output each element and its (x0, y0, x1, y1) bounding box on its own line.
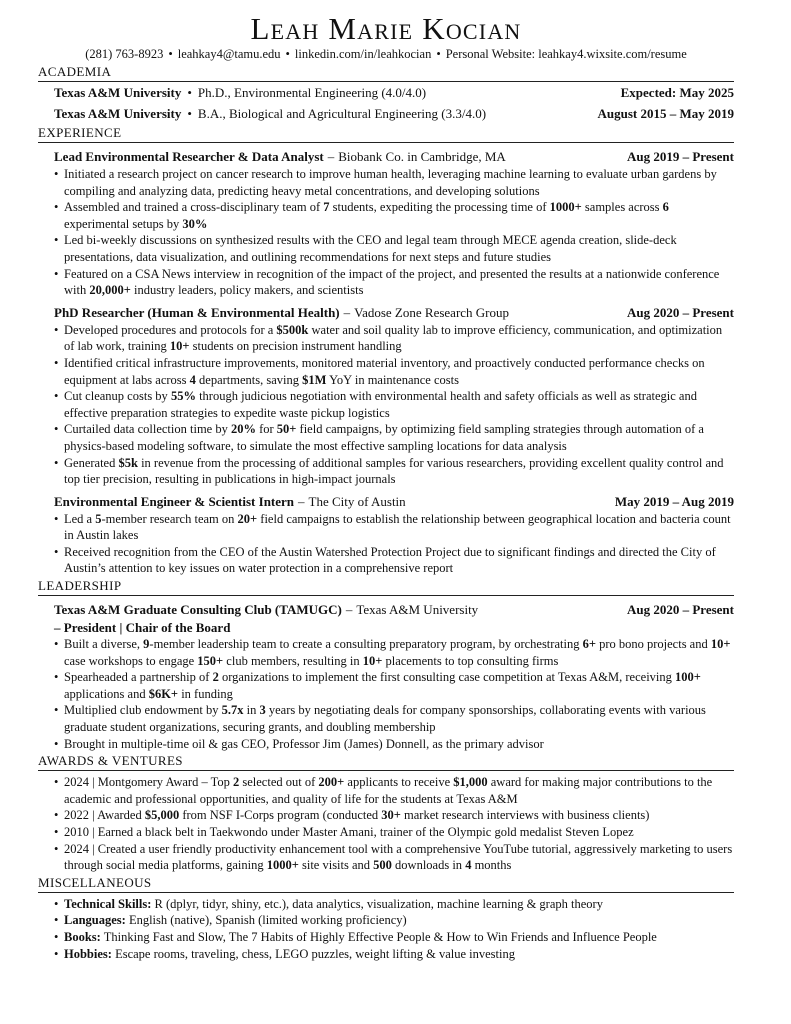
job-header: Lead Environmental Researcher & Data Analyst – Biobank Co. in Cambridge, MA Aug 2019 – Present (54, 149, 734, 164)
bullet-item: • Led a 5-member research team on 20+ field campaigns to establish the relationship between geographical location and bacteria count in Austin lakes (54, 511, 734, 544)
job-header: PhD Researcher (Human & Environmental Health) – Vadose Zone Research Group Aug 2020 – Present (54, 304, 734, 320)
misc-list (38, 896, 734, 962)
resume-page (38, 0, 734, 962)
website-link[interactable]: Personal Website: leahkay4.wixsite.com/resume (445, 47, 687, 61)
bullet-item: • Initiated a research project on cancer research to improve human health, leveraging machine learning to evaluate urban gardens by compiling and analyzing data, predicting heavy metal concentrations, and developing solutions (54, 166, 734, 199)
education-date: August 2015 – May 2019 (597, 106, 734, 121)
leadership-position: – President | Chair of the Board (54, 620, 231, 636)
job-bullets (38, 166, 734, 299)
bullet-item: • Generated $5k in revenue from the processing of additional samples for various researchers, providing excellent quality control and top tier precision, resulting in publications in high-impact journals (54, 455, 734, 488)
bullet-item: • Led bi-weekly discussions on synthesized results with the CEO and legal team through MECE agenda creation, slide-deck presentations, data visualization, and outlining recommendations for next steps and future studies (54, 232, 734, 265)
leadership-header: Texas A&M Graduate Consulting Club (TAMUGC) – Texas A&M University Aug 2020 – Present (54, 602, 734, 618)
section-title-awards: AWARDS & VENTURES (38, 753, 734, 771)
section-title-experience: EXPERIENCE (38, 125, 734, 143)
bullet-item: • Brought in multiple-time oil & gas CEO, Professor Jim (James) Donnell, as the primary advisor (54, 736, 734, 753)
bullet-item: • Curtailed data collection time by 20% for 50+ field campaigns, by optimizing field sampling strategies through automation of a physics-based modeling software, to simulate the most effective sampling locations for data analysis (54, 421, 734, 454)
leadership-bullets (38, 636, 734, 752)
degree: B.A., Biological and Agricultural Engineering (3.3/4.0) (197, 106, 487, 121)
misc-item-books: • Books: Thinking Fast and Slow, The 7 Habits of Highly Effective People & How to Win Friends and Influence People (54, 929, 734, 946)
misc-item-languages: • Languages: English (native), Spanish (limited working proficiency) (54, 912, 734, 929)
leadership-date: Aug 2020 – Present (626, 602, 734, 618)
job-bullets (38, 511, 734, 577)
contact-line: (281) 763-8923 • leahkay4@tamu.edu • linkedin.com/in/leahkocian • Personal Website: leahkay4.wixsite.com/resume (85, 47, 687, 61)
bullet-item: • 2024 | Montgomery Award – Top 2 selected out of 200+ applicants to receive $1,000 award for making major contributions to the academic and professional opportunities, and quality of life for the students at Texas A&M (54, 774, 734, 807)
job-bullets (38, 322, 734, 488)
job-title: PhD Researcher (Human & Environmental Health) (54, 304, 340, 320)
linkedin-link[interactable]: linkedin.com/in/leahkocian (294, 47, 432, 61)
leadership-organization: Texas A&M University (356, 602, 479, 618)
bullet-item: • Cut cleanup costs by 55% through judicious negotiation with environmental health and safety officials as well as strategic and effective preparation strategies to expedite waste pickup logistics (54, 388, 734, 421)
job-organization: The City of Austin (308, 493, 406, 509)
awards-bullets (38, 774, 734, 874)
job-organization: Vadose Zone Research Group (354, 304, 510, 320)
bullet-item: • Multiplied club endowment by 5.7x in 3 years by negotiating deals for company sponsorships, collaborating events with various graduate student organizations, securing grants, and doubling membership (54, 702, 734, 735)
job-title: Lead Environmental Researcher & Data Analyst (54, 149, 324, 164)
bullet-item: • Identified critical infrastructure improvements, monitored material inventory, and proactively conducted performance checks on equipment at labs across 4 departments, saving $1M YoY in maintenance costs (54, 355, 734, 388)
bullet-item: • Assembled and trained a cross-disciplinary team of 7 students, expediting the processing time of 1000+ samples across 6 experimental setups by 30% (54, 199, 734, 232)
education-row: Texas A&M University • Ph.D., Environmental Engineering (4.0/4.0) Expected: May 2025 (38, 82, 734, 103)
job-date: Aug 2020 – Present (626, 304, 734, 320)
job-title: Environmental Engineer & Scientist Intern (54, 493, 295, 509)
education-row: Texas A&M University • B.A., Biological and Agricultural Engineering (3.3/4.0) August 2015 – May 2019 (38, 103, 734, 124)
bullet-item: • 2024 | Created a user friendly productivity enhancement tool with a comprehensive YouTube tutorial, aggressively marketing to users through social media platforms, gaining 1000+ site visits and 500 downloads in 4 months (54, 841, 734, 874)
school-name: Texas A&M University (54, 106, 182, 121)
email-link[interactable]: leahkay4@tamu.edu (177, 47, 281, 61)
school-name: Texas A&M University (54, 85, 182, 100)
leadership-org-title: Texas A&M Graduate Consulting Club (TAMUGC) (54, 602, 342, 618)
job-date: May 2019 – Aug 2019 (614, 493, 734, 509)
phone-number: (281) 763-8923 (85, 47, 164, 61)
bullet-item: • 2010 | Earned a black belt in Taekwondo under Master Amani, trainer of the Olympic gold medalist Steven Lopez (54, 824, 734, 841)
section-title-leadership: LEADERSHIP (38, 578, 734, 596)
bullet-item: • Developed procedures and protocols for a $500k water and soil quality lab to improve efficiency, communication, and optimization of lab work, training 10+ students on precision instrument handling (54, 322, 734, 355)
misc-item-technical-skills: • Technical Skills: R (dplyr, tidyr, shiny, etc.), data analytics, visualization, machine learning & graph theory (54, 896, 734, 913)
candidate-name: Leah Marie Kocian (250, 11, 522, 46)
section-title-academia: ACADEMIA (38, 64, 734, 82)
bullet-item: • Received recognition from the CEO of the Austin Watershed Protection Project due to significant findings and directed the City of Austin’s attention to key issues on water protection in a comprehensive report (54, 544, 734, 577)
misc-item-hobbies: • Hobbies: Escape rooms, traveling, chess, LEGO puzzles, weight lifting & value investing (54, 946, 734, 963)
job-header: Environmental Engineer & Scientist Intern – The City of Austin May 2019 – Aug 2019 (54, 493, 734, 509)
job-organization: Biobank Co. in Cambridge, MA (338, 149, 506, 164)
degree: Ph.D., Environmental Engineering (4.0/4.0) (197, 85, 427, 100)
section-title-misc: MISCELLANEOUS (38, 875, 734, 893)
bullet-item: • 2022 | Awarded $5,000 from NSF I-Corps program (conducted 30+ market research interviews with business clients) (54, 807, 734, 824)
bullet-item: • Featured on a CSA News interview in recognition of the impact of the project, and presented the results at a nationwide conference with 20,000+ industry leaders, policy makers, and scientists (54, 266, 734, 299)
education-date: Expected: May 2025 (620, 85, 734, 100)
job-date: Aug 2019 – Present (626, 149, 734, 164)
bullet-item: • Built a diverse, 9-member leadership team to create a consulting preparatory program, by orchestrating 6+ pro bono projects and 10+ case workshops to engage 150+ club members, resulting in 10+ placements to top consulting firms (54, 636, 734, 669)
bullet-item: • Spearheaded a partnership of 2 organizations to implement the first consulting case competition at Texas A&M, receiving 100+ applications and $6K+ in funding (54, 669, 734, 702)
